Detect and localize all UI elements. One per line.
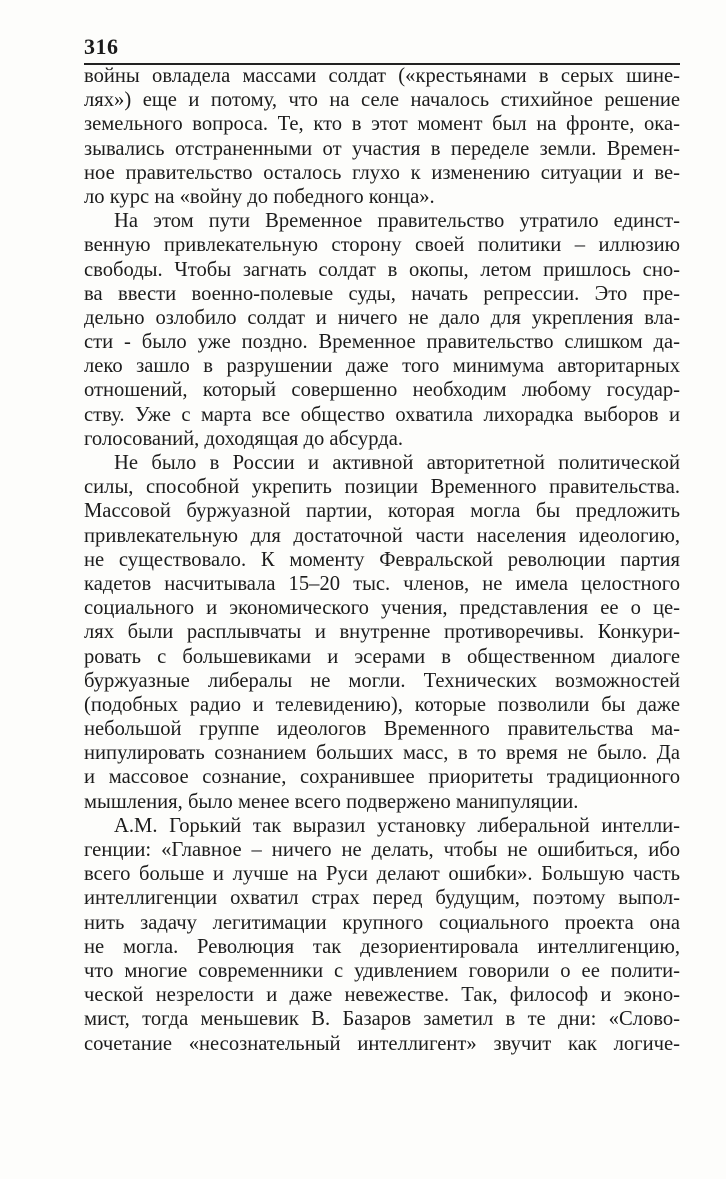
paragraph [84, 64, 680, 209]
text-line: А.М. Горький так выразил установку либеральной интелли- [114, 814, 680, 837]
page-number: 316 [84, 34, 119, 59]
text-line: ное правительство осталось глухо к изменению ситуации и ве- [84, 161, 680, 184]
text-line: нипулировать сознанием больших масс, в то время не было. Да [84, 742, 680, 765]
text-line: свободы. Чтобы загнать солдат в окопы, летом пришлось сно- [84, 258, 680, 281]
text-line: Не было в России и активной авторитетной политической [114, 452, 680, 474]
text-line: сочетание «несознательный интеллигент» звучит как логиче- [84, 1032, 680, 1055]
text-line: мышления, было менее всего подвержено манипуляции. [84, 790, 579, 813]
text-line: ству. Уже с марта все общество охватила лихорадка выборов и [84, 403, 680, 426]
text-line: ва ввести военно-полевые суды, начать репрессии. Это пре- [84, 282, 680, 305]
text-line: отношений, который совершенно необходим любому государ- [84, 379, 680, 402]
text-line: (подобных радио и телевидению), которые позволили бы даже [84, 693, 680, 716]
text-line: небольшой группе идеологов Временного правительства ма- [84, 718, 680, 741]
text-line: ло курс на «войну до победного конца». [84, 185, 435, 208]
text-line: нить задачу легитимации крупного социального проекта она [84, 911, 680, 934]
body-text [84, 64, 680, 1056]
text-line: не существовало. К моменту Февральской революции партия [84, 548, 680, 571]
text-line: всего больше и лучше на Руси делают ошибки». Большую часть [84, 863, 680, 886]
text-line: голосований, доходящая до абсурда. [84, 427, 403, 450]
text-line: мист, тогда меньшевик В. Базаров заметил в те дни: «Слово- [84, 1008, 680, 1031]
text-line: социального и экономического учения, представления ее о це- [84, 597, 680, 620]
text-line: леко зашло в разрушении даже того минимума авторитарных [84, 355, 680, 378]
text-line: привлекательную для достаточной части населения идеологию, [84, 524, 680, 547]
text-line: лях были расплывчаты и внутренне противоречивы. Конкури- [84, 621, 680, 644]
text-line: силы, способной укрепить позиции Временного правительства. [84, 476, 680, 499]
text-line: На этом пути Временное правительство утратило единст- [114, 210, 680, 233]
text-line: дельно озлобило солдат и ничего не дало для укрепления вла- [84, 306, 680, 329]
text-line: Массовой буржуазной партии, которая могла бы предложить [84, 500, 680, 523]
text-line: сти - было уже поздно. Временное правительство слишком да- [84, 331, 680, 354]
text-line: ческой незрелости и даже невежестве. Так, философ и эконо- [84, 984, 680, 1007]
paragraph [84, 451, 680, 814]
text-line: земельного вопроса. Те, кто в этот момент был на фронте, ока- [84, 113, 680, 136]
text-line: кадетов насчитывала 15–20 тыс. членов, не имела целостного [84, 572, 680, 595]
text-line: генции: «Главное – ничего не делать, чтобы не ошибиться, ибо [84, 839, 680, 861]
paragraph [84, 814, 680, 1056]
text-line: буржуазные либералы не могли. Технических возможностей [84, 669, 680, 692]
text-line: ровать с большевиками и эсерами в общественном диалоге [84, 645, 680, 668]
text-line: интеллигенции охватил страх перед будущим, поэтому выпол- [84, 887, 680, 910]
text-line: зывались отстраненными от участия в переделе земли. Времен- [84, 137, 680, 160]
text-line: венную привлекательную сторону своей политики – иллюзию [84, 234, 680, 257]
text-line: и массовое сознание, сохранившее приоритеты традиционного [84, 766, 680, 789]
paragraph [84, 209, 680, 451]
text-line: не могла. Революция так дезориентировала интеллигенцию, [84, 935, 680, 958]
text-line: войны овладела массами солдат («крестьянами в серых шине- [84, 65, 680, 87]
text-line: лях») еще и потому, что на селе началось стихийное решение [84, 89, 680, 112]
text-line: что многие современники с удивлением говорили о ее полити- [84, 959, 680, 982]
